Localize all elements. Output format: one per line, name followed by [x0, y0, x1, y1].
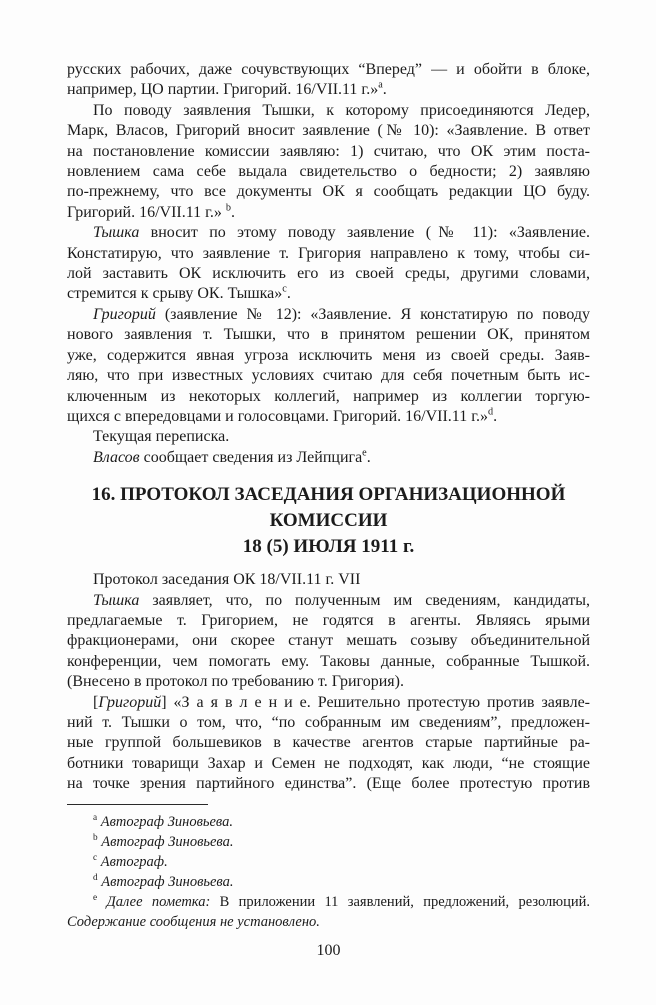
text-line: уже, содержится явная угроза исключить меня из своей среды. Заяв-: [67, 346, 590, 364]
text-line: фракционерами, они скорее станут мешать созыву объединительной: [67, 632, 590, 650]
text-line: Констатирую, что заявление т. Григория направлено к тому, чтобы си-: [67, 244, 590, 262]
footnote-marker: a: [378, 80, 383, 92]
footnote-marker: b: [225, 202, 232, 214]
footnote-marker: c: [93, 852, 98, 863]
text-line: $^a$ Автограф Зиновьева.: [93, 812, 233, 830]
paragraph: [67, 570, 590, 590]
footnote-item: [67, 832, 590, 852]
paragraph: [67, 60, 590, 101]
footnote-marker: e: [93, 892, 98, 903]
text-block: [67, 60, 590, 960]
footnote-marker: d: [93, 872, 98, 883]
paragraph: [67, 591, 590, 693]
text-line: Тышка вносит по этому поводу заявление (№ 11): «Заявление.: [93, 224, 590, 242]
paragraph: [67, 693, 590, 795]
paragraph: [67, 101, 590, 223]
text-line: по-прежнему, что все документы ОК я сообщать редакции ЦО буду.: [67, 183, 590, 201]
text-line: новлением сама себе выдала свидетельство о бедности; 2) заявляю: [67, 163, 590, 181]
footnote-marker: c: [282, 284, 287, 296]
text-line: $^e$ Далее пометка: В приложении 11 заявлений, предложений, резолюций.: [93, 892, 591, 910]
text-line: русских рабочих, даже сочувствующих “Вперед” — и обойти в блоке,: [67, 61, 590, 78]
text-line: Тышка заявляет, что, по полученным им сведениям, кандидаты,: [93, 591, 590, 609]
text-line: щихся с впередовцами и голосовцами. Григорий. 16/VII.11 г.»$^d$.: [67, 406, 498, 425]
text-line: КОМИССИИ: [269, 510, 388, 532]
text-line: ботники товарищи Захар и Семен не подходят, как люди, “не стоящие: [67, 754, 590, 772]
text-line: Григорий. 16/VII.11 г.» $^b$.: [67, 202, 236, 221]
text-line: ные группой большевиков в качестве агентов старые партийные ра-: [67, 734, 590, 752]
text-line: например, ЦО партии. Григорий. 16/VII.11 г.»$^a$.: [67, 80, 387, 99]
text-line: По поводу заявления Тышки, к которому присоединяются Ледер,: [93, 101, 590, 119]
page-number: 100: [316, 941, 341, 959]
text-line: на постановление комиссии заявляю: 1) считаю, что ОК этим поста-: [67, 142, 590, 160]
text-line: Григорий (заявление № 12): «Заявление. Я констатирую по поводу: [93, 305, 590, 323]
footnote-item: [67, 872, 590, 892]
main-text: [67, 60, 590, 795]
text-line: ключенным из некоторых коллегий, например из коллегии торгую-: [67, 387, 590, 405]
footnote-marker: b: [93, 832, 98, 843]
footnote-item: [67, 812, 590, 832]
text-line: ний т. Тышки о том, что, “по собранным им сведениям”, предложен-: [67, 713, 590, 731]
text-line: $^d$ Автограф Зиновьева.: [93, 872, 234, 890]
paragraph: [67, 448, 590, 468]
text-line: ляю, что при известных условиях считаю для себя почетным быть ис-: [67, 367, 590, 385]
footnote-marker: e: [362, 447, 367, 459]
text-line: Власов сообщает сведения из Лейпцига$^e$.: [93, 447, 371, 466]
footnote-item: [67, 892, 590, 932]
text-line: [Григорий] «З а я в л е н и е. Решительно протестую против заявле-: [93, 693, 590, 711]
paragraph: [67, 223, 590, 305]
footnote-marker: a: [93, 812, 98, 823]
paragraph: [67, 305, 590, 427]
text-line: Протокол заседания ОК 18/VII.11 г. VII: [93, 571, 361, 589]
footnote-marker: d: [487, 406, 494, 418]
text-line: $^b$ Автограф Зиновьева.: [93, 832, 234, 850]
text-line: на точке зрения партийного единства”. (Еще более протестую против: [67, 775, 590, 793]
footnote-item: [67, 852, 590, 872]
text-line: Марк, Власов, Григорий вносит заявление (№ 10): «Заявление. В ответ: [67, 122, 590, 140]
text-line: 16. ПРОТОКОЛ ЗАСЕДАНИЯ ОРГАНИЗАЦИОННОЙ: [91, 484, 566, 506]
text-line: конференции, чем помогать ему. Таковы данные, собранные Тышкой.: [67, 652, 590, 670]
footnotes: [67, 812, 590, 932]
text-line: Содержание сообщения не установлено.: [67, 913, 320, 930]
text-line: $^c$ Автограф.: [93, 852, 168, 870]
text-line: предлагаемые т. Григорием, не годятся в агенты. Являясь ярыми: [67, 611, 590, 629]
text-line: Текущая переписка.: [93, 428, 230, 446]
footnote-rule: [67, 804, 208, 805]
section-heading: [67, 482, 590, 560]
text-line: нового заявления т. Тышки, что в принятом решении ОК, принятом: [67, 326, 590, 344]
text-line: (Внесено в протокол по требованию т. Григория).: [67, 673, 404, 691]
text-line: стремится к срыву ОК. Тышка»$^c$.: [67, 284, 291, 303]
text-line: 18 (5) ИЮЛЯ 1911 г.: [242, 536, 415, 558]
paragraph: [67, 427, 590, 447]
text-line: лой заставить ОК исключить его из своей среды, другими словами,: [67, 265, 590, 283]
